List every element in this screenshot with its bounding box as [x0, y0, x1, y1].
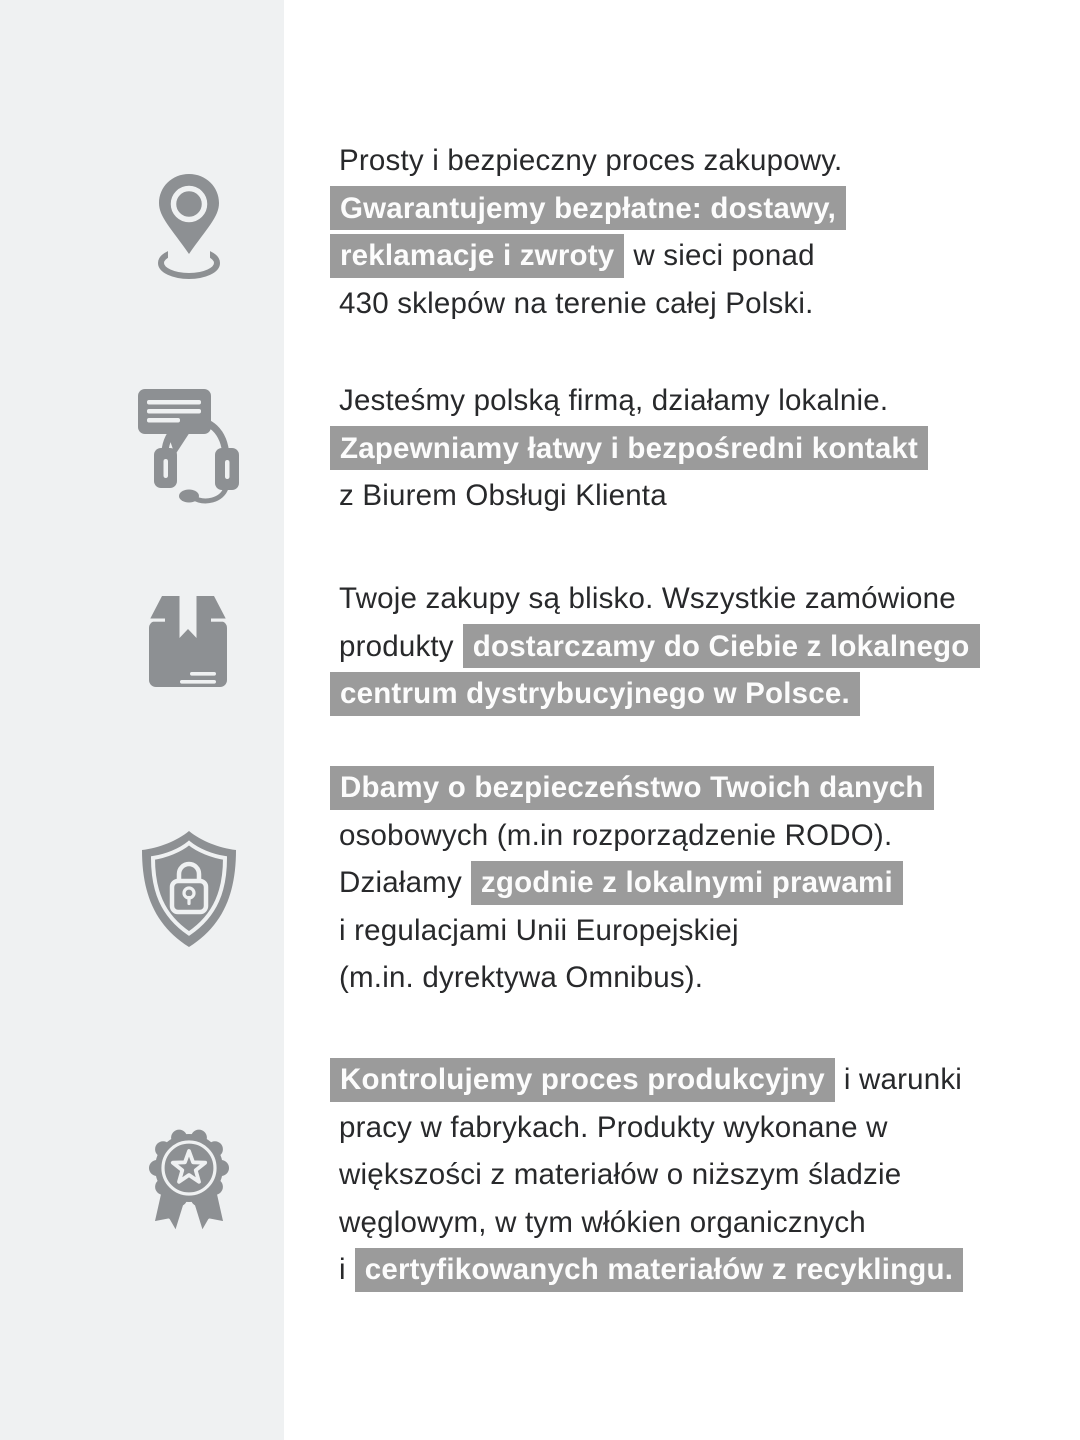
text-line — [330, 425, 1030, 473]
text-line — [330, 1246, 1030, 1294]
text-run: i warunki — [843, 1063, 963, 1097]
text-line — [330, 907, 1030, 955]
text-line — [330, 232, 1030, 280]
text-line — [330, 185, 1030, 233]
highlight-run: dostarczamy do Ciebie z lokalnego — [463, 624, 980, 668]
highlight-run: centrum dystrybucyjnego w Polsce. — [330, 672, 860, 716]
text-line — [330, 764, 1030, 812]
text-run: Prosty i bezpieczny proces zakupowy. — [339, 144, 843, 178]
text-line — [330, 1151, 1030, 1199]
text-line — [330, 954, 1030, 1002]
text-line — [330, 377, 1030, 425]
text-run: i regulacjami Unii Europejskiej — [339, 913, 739, 947]
text-line — [330, 575, 1030, 623]
text-line — [330, 280, 1030, 328]
text-line — [330, 859, 1030, 907]
highlight-run: certyfikowanych materiałów z recyklingu. — [355, 1248, 963, 1292]
highlight-run: Gwarantujemy bezpłatne: dostawy, — [330, 186, 846, 230]
text-line — [330, 472, 1030, 520]
text-run: i — [339, 1253, 346, 1287]
award-badge-icon — [134, 1116, 244, 1240]
headset-chat-icon — [133, 384, 243, 506]
section-store-network — [330, 137, 1030, 327]
section-production-control — [330, 1056, 1030, 1294]
text-line — [330, 670, 1030, 718]
text-run: produkty — [339, 629, 454, 663]
text-line — [330, 1104, 1030, 1152]
text-run: 430 sklepów na terenie całej Polski. — [339, 286, 814, 320]
text-run: większości z materiałów o niższym śladzie — [339, 1158, 902, 1192]
highlight-run: zgodnie z lokalnymi prawami — [471, 861, 903, 905]
text-run: węglowym, w tym włókien organicznych — [339, 1205, 866, 1239]
section-data-security — [330, 764, 1030, 1002]
text-run: Twoje zakupy są blisko. Wszystkie zamówione — [339, 582, 956, 616]
text-run: osobowych (m.in rozporządzenie RODO). — [339, 818, 893, 852]
package-box-icon — [148, 588, 228, 700]
text-run: z Biurem Obsługi Klienta — [339, 479, 667, 513]
section-customer-service — [330, 377, 1030, 520]
text-line — [330, 1199, 1030, 1247]
highlight-run: reklamacje i zwroty — [330, 234, 624, 278]
text-run: (m.in. dyrektywa Omnibus). — [339, 961, 704, 995]
shield-lock-icon — [133, 828, 245, 950]
highlight-run: Dbamy o bezpieczeństwo Twoich danych — [330, 766, 934, 810]
section-local-distribution — [330, 575, 1030, 718]
text-run: pracy w fabrykach. Produkty wykonane w — [339, 1110, 888, 1144]
highlight-run: Kontrolujemy proces produkcyjny — [330, 1058, 835, 1102]
text-line — [330, 623, 1030, 671]
text-line — [330, 812, 1030, 860]
location-pin-icon — [155, 172, 223, 280]
text-run: w sieci ponad — [633, 239, 815, 273]
text-line — [330, 137, 1030, 185]
highlight-run: Zapewniamy łatwy i bezpośredni kontakt — [330, 426, 928, 470]
text-run: Działamy — [339, 866, 462, 900]
text-run: Jesteśmy polską firmą, działamy lokalnie. — [339, 384, 889, 418]
text-line — [330, 1056, 1030, 1104]
